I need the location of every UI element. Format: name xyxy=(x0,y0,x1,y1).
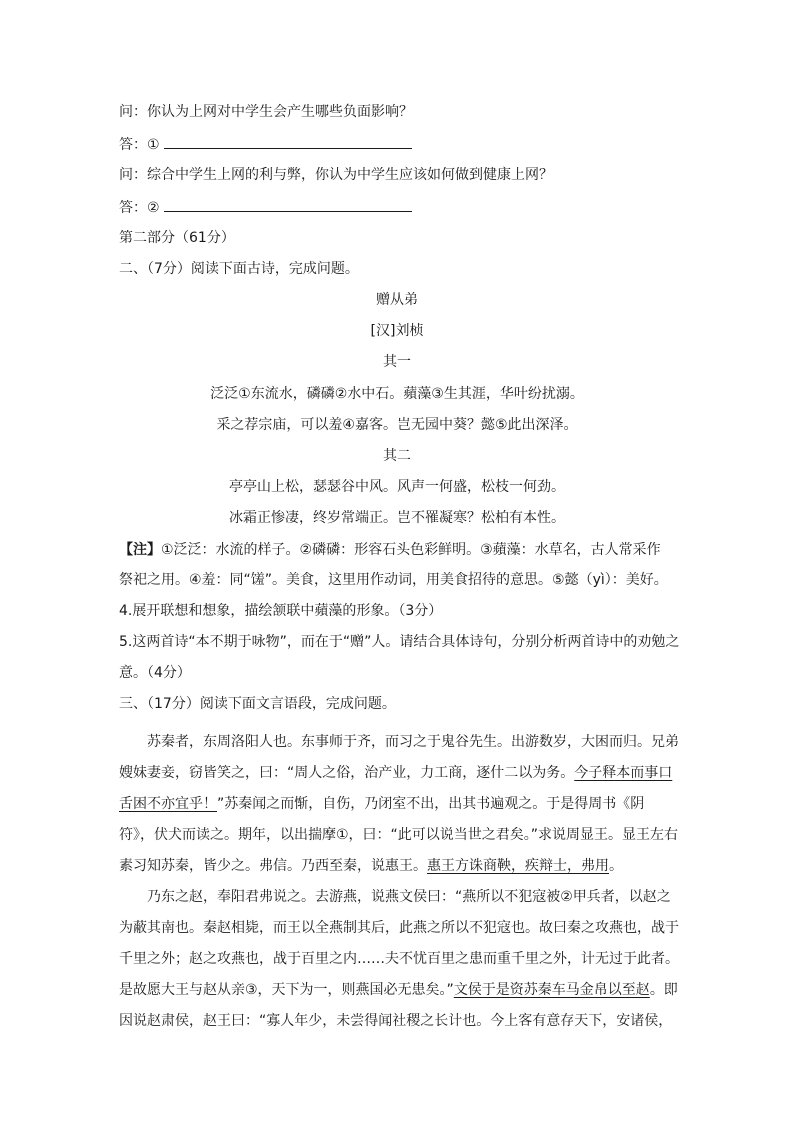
answer-2-label: 答：② xyxy=(119,200,160,216)
passage-paragraph-2 xyxy=(119,882,679,1037)
classical-passage xyxy=(119,727,679,1037)
section2-heading: 二、（7分）阅读下面古诗，完成问题。 xyxy=(119,261,359,277)
passage-p2-text-a: 乃东之赵，奉阳君弗说之。去游燕，说燕文侯曰：“燕所以不犯寇被②甲兵者，以赵之为蔽其南也。秦赵相毙，而王以全燕制其后，此燕之所以不犯寇也。故曰秦之攻燕也，战于千里之外；赵之攻燕也，战于百里之内……夫不忧百里之患而重千里之外，计无过于此者。是故愿大王与赵从亲③，天下为一，则燕国必无患矣。” xyxy=(119,889,679,998)
question-5-line1: 5.这两首诗“本不期于咏物”，而在于“赠”人。请结合具体诗句，分别分析两首诗中的劝勉之 xyxy=(119,634,680,650)
note-text-1: ①泛泛：水流的样子。②磷磷：形容石头色彩鲜明。③蘋藻：水草名，古人常采作 xyxy=(161,542,661,558)
poem-note-line1 xyxy=(119,540,661,560)
question-negative-effects: 问：你认为上网对中学生会产生哪些负面影响？ xyxy=(119,104,413,120)
question-healthy-internet: 问：综合中学生上网的利与弊，你认为中学生应该如何做到健康上网？ xyxy=(119,167,553,183)
passage-p1-text-b: ”苏秦闻之而惭，自伤，乃闭室不出，出其书遍观之。于是得周书《阴符》，伏犬而读之。期年，以出揣摩①，曰：“此可以说当世之君矣。”求说周显王。显王左右素习知苏秦，皆少之。弗信。乃西至秦，说惠王。 xyxy=(119,796,679,874)
poem-part1-line1: 泛泛①东流水，磷磷②水中石。蘋藻③生其涯，华叶纷扰溺。 xyxy=(210,386,584,402)
poem-part2-line2: 冰霜正惨凄，终岁常端正。岂不罹凝寒？松柏有本性。 xyxy=(229,510,565,526)
passage-p1-text-c: 。 xyxy=(609,858,623,874)
passage-p1-underlined-1: 今子释本而事口舌困不亦宜乎！ xyxy=(119,765,673,812)
poem-part1-title: 其一 xyxy=(383,354,411,370)
passage-p2-underlined-1: 文侯于是资苏秦车马金帛以至赵 xyxy=(453,982,650,998)
poem-part2-title: 其二 xyxy=(383,448,411,464)
poem-title: 赠从弟 xyxy=(376,292,418,308)
answer-1-blank[interactable] xyxy=(164,134,412,149)
poem-author: [汉]刘桢 xyxy=(370,323,424,339)
note-label: 【注】 xyxy=(119,542,161,558)
passage-p1-underlined-2: 惠王方诛商鞅，疾辩士，弗用 xyxy=(427,858,609,874)
answer-1-label: 答：① xyxy=(119,137,160,153)
question-5-line2: 意。（4分） xyxy=(119,665,191,681)
answer-2-blank[interactable] xyxy=(164,197,412,212)
answer-2-row xyxy=(119,197,412,218)
part2-heading: 第二部分（61分） xyxy=(119,230,235,246)
poem-part2-line1: 亭亭山上松，瑟瑟谷中风。风声一何盛，松枝一何劲。 xyxy=(229,479,565,495)
question-4: 4.展开联想和想象，描绘颔联中蘋藻的形象。（3分） xyxy=(119,603,443,619)
passage-paragraph-1 xyxy=(119,727,679,882)
poem-note-line2: 祭祀之用。④羞：同“馐”。美食，这里用作动词，用美食招待的意思。⑤懿（yì）：美好。 xyxy=(119,572,668,588)
passage-p2-text-b: 。即因说赵肃侯，赵王曰：“寡人年少，未尝得闻社稷之长计也。今上客有意存天下，安诸侯， xyxy=(119,982,678,1029)
passage-p1-text-a: 苏秦者，东周洛阳人也。东事师于齐，而习之于鬼谷先生。出游数岁，大困而归。兄弟嫂妹妻妾，窃皆笑之，曰：“周人之俗，治产业，力工商，逐什二以为务。 xyxy=(119,734,679,781)
poem-part1-line2: 采之荐宗庙，可以羞④嘉客。岂无园中葵？懿⑤此出深泽。 xyxy=(216,417,578,433)
answer-1-row xyxy=(119,134,412,155)
section3-heading: 三、（17分）阅读下面文言语段，完成问题。 xyxy=(119,696,396,712)
